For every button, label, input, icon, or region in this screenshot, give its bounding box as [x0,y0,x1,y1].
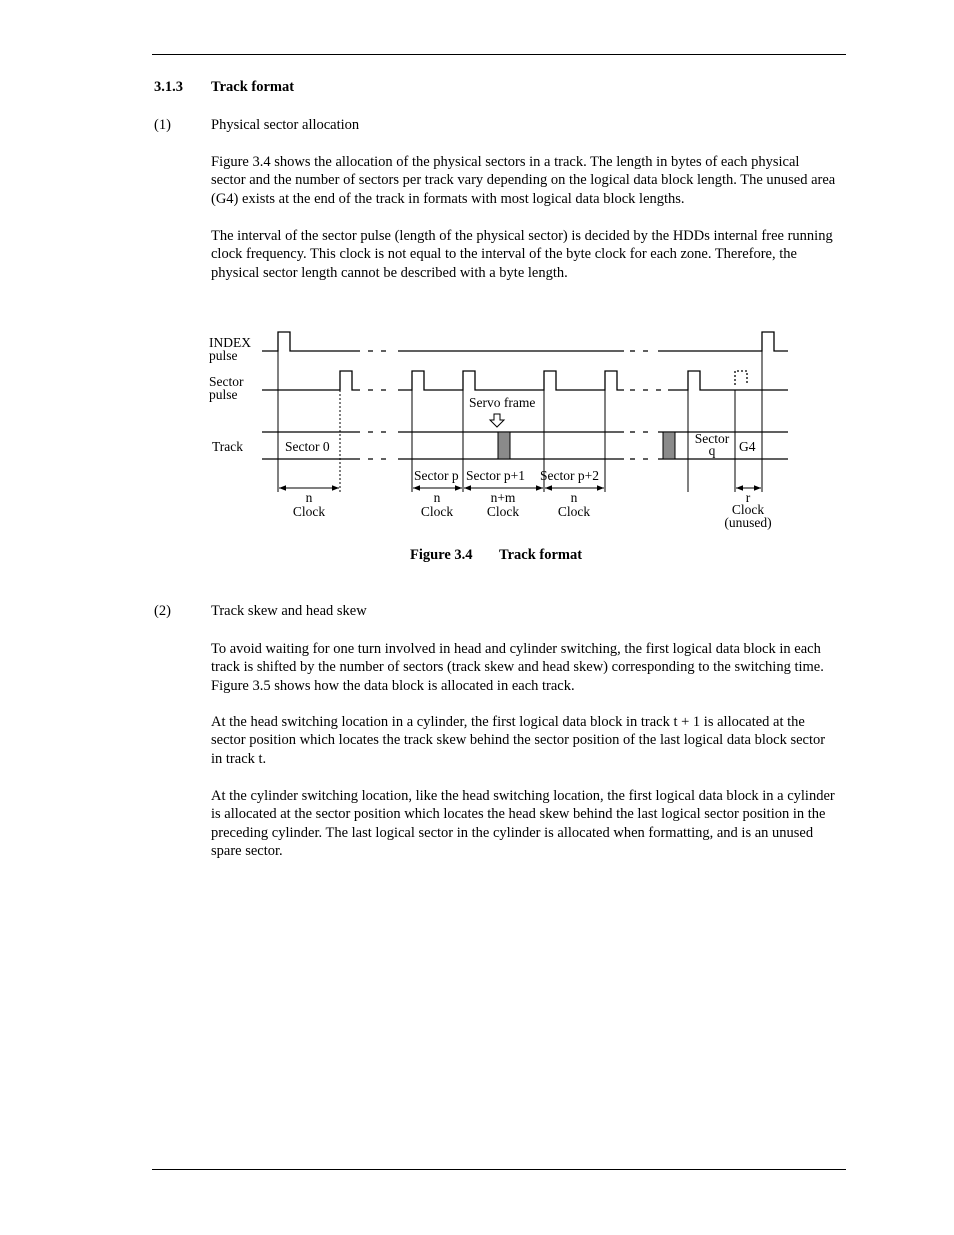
measure-4-line2: Clock [731,502,765,517]
sector-cell-p2: Sector p+2 [540,468,599,483]
figure-label: Figure 3.4 [410,547,473,563]
item-2-paragraph-1: To avoid waiting for one turn involved in head and cylinder switching, the first logical data block in each track is shifted by the number of sectors (track skew and head skew) corresponding to the switching time. Figure 3.5 shows how the data block is allocated in each track. [211,641,824,694]
item-2-title: Track skew and head skew [211,603,367,619]
measure-0-line1: n [305,490,313,505]
measure-1-line2: Clock [420,504,454,519]
track-cell-g4: G4 [739,439,756,454]
track-cell-sector-0: Sector 0 [285,439,330,454]
track-format-diagram [0,320,954,540]
track-cell-sector-q-line1: Sector [694,431,730,446]
item-1-number: (1) [154,117,171,133]
servo-frame-label: Servo frame [469,395,536,410]
figure-title: Track format [499,547,583,563]
measure-1-line1: n [433,490,441,505]
sector-pulse-waveform [262,371,788,390]
servo-frame-block [498,432,510,459]
sector-cell-p: Sector p [414,468,459,483]
index-pulse-waveform [262,332,788,351]
item-2-paragraph-3: At the cylinder switching location, like the head switching location, the first logical data block in a cylinder is allocated at the sector position which locates the head skew behind the last logical sector position in the preceding cylinder. The last logical sector in the cylinder is allocated when formatting, and is an unused spare sector. [211,788,835,859]
footer-rule [152,1169,846,1170]
index-label-line1: INDEX [209,335,251,350]
servo-frame-block [663,432,675,459]
item-2-paragraph-2: At the head switching location in a cylinder, the first logical data block in track t + 1 is allocated at the sector position which locates the track skew behind the sector position of the last logical data block sector in track t. [211,714,826,767]
header-rule [152,54,846,55]
measure-4-line3: (unused) [724,515,772,530]
figure-caption [410,547,582,564]
servo-frame-arrow-icon [490,414,504,427]
sector-pulse-label-line2: pulse [209,387,238,402]
item-1-title: Physical sector allocation [211,117,360,133]
track-label: Track [212,439,244,454]
section-number: 3.1.3 [154,79,183,95]
item-1-paragraph-2: The interval of the sector pulse (length of the physical sector) is decided by the HDDs internal free running clock frequency. This clock is not equal to the interval of the byte clock for each zone. Therefore, the physical sector length cannot be described with a byte length. [211,228,833,281]
item-2-number: (2) [154,603,171,619]
index-label-line2: pulse [209,348,238,363]
measure-0-line2: Clock [292,504,326,519]
section-title: Track format [211,79,295,95]
sector-cell-p1: Sector p+1 [466,468,525,483]
measure-3-line2: Clock [557,504,591,519]
measure-4-line1: r [745,490,751,505]
measure-2-line1: n+m [490,490,516,505]
track-cell-sector-q-line2: q [708,443,716,458]
sector-pulse-label-line1: Sector [209,374,244,389]
measure-2-line2: Clock [486,504,520,519]
measure-3-line1: n [570,490,578,505]
item-1-paragraph-1: Figure 3.4 shows the allocation of the physical sectors in a track. The length in bytes of each physical sector and the number of sectors per track vary depending on the logical data block length. The unused area (G4) exists at the end of the track in formats with most logical data block lengths. [211,154,836,207]
